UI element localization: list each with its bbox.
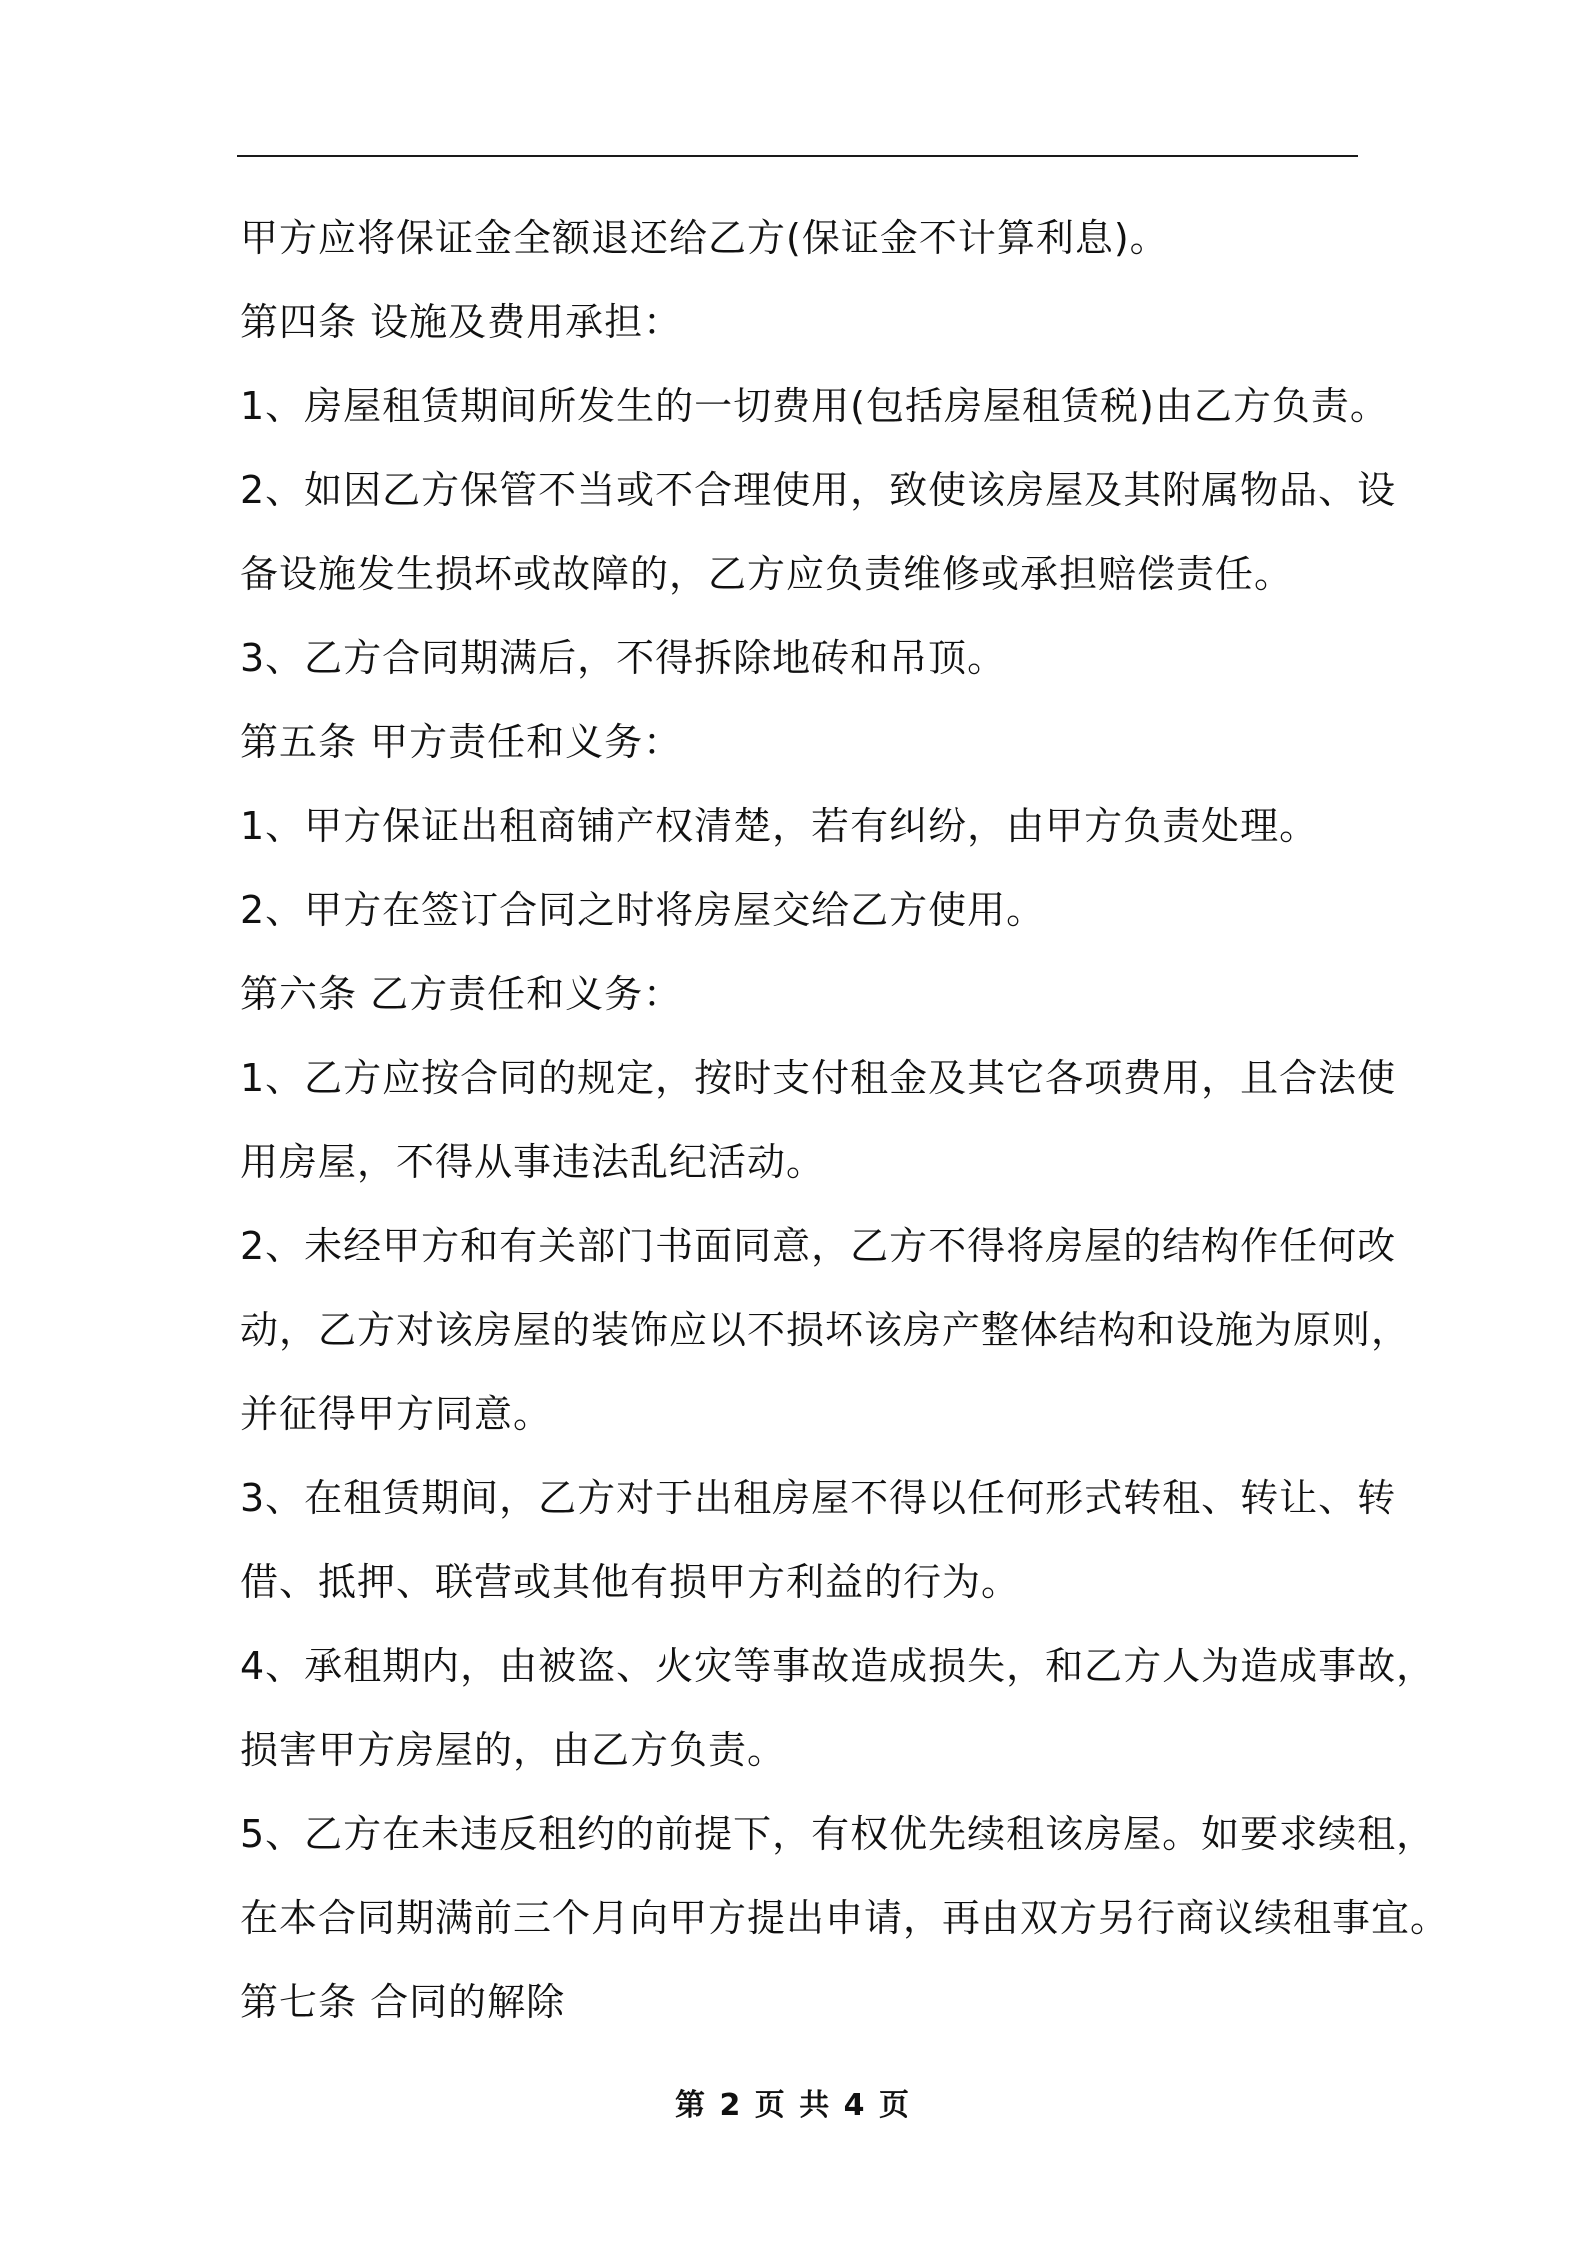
text-line: 并征得甲方同意。 xyxy=(240,1392,553,1436)
text-line: 动，乙方对该房屋的装饰应以不损坏该房产整体结构和设施为原则， xyxy=(240,1308,1411,1352)
document-body xyxy=(240,196,1450,2044)
text-line: 用房屋，不得从事违法乱纪活动。 xyxy=(240,1140,826,1184)
header-rule xyxy=(237,155,1358,157)
text-line: 甲方应将保证金全额退还给乙方(保证金不计算利息)。 xyxy=(240,216,1169,260)
text-line: 3、在租赁期间，乙方对于出租房屋不得以任何形式转租、转让、转 xyxy=(240,1476,1397,1520)
text-line: 1、甲方保证出租商铺产权清楚，若有纠纷，由甲方负责处理。 xyxy=(240,804,1319,848)
page-number-footer: 第 2 页 共 4 页 xyxy=(675,2088,911,2123)
text-line: 4、承租期内，由被盗、火灾等事故造成损失，和乙方人为造成事故， xyxy=(240,1644,1436,1688)
section-heading-4: 第四条 设施及费用承担： xyxy=(240,300,683,344)
text-line: 5、乙方在未违反租约的前提下，有权优先续租该房屋。如要求续租， xyxy=(240,1812,1436,1856)
text-line: 损害甲方房屋的，由乙方负责。 xyxy=(240,1728,787,1772)
text-line: 备设施发生损坏或故障的，乙方应负责维修或承担赔偿责任。 xyxy=(240,552,1294,596)
text-line: 1、乙方应按合同的规定，按时支付租金及其它各项费用，且合法使 xyxy=(240,1056,1397,1100)
text-line: 3、乙方合同期满后，不得拆除地砖和吊顶。 xyxy=(240,636,1007,680)
text-line: 借、抵押、联营或其他有损甲方利益的行为。 xyxy=(240,1560,1021,1604)
section-heading-6: 第六条 乙方责任和义务： xyxy=(240,972,683,1016)
section-heading-7: 第七条 合同的解除 xyxy=(240,1980,566,2024)
text-line: 在本合同期满前三个月向甲方提出申请，再由双方另行商议续租事宜。 xyxy=(240,1896,1450,1940)
text-line: 2、甲方在签订合同之时将房屋交给乙方使用。 xyxy=(240,888,1046,932)
text-line: 1、房屋租赁期间所发生的一切费用(包括房屋租赁税)由乙方负责。 xyxy=(240,384,1389,428)
text-line: 2、未经甲方和有关部门书面同意，乙方不得将房屋的结构作任何改 xyxy=(240,1224,1397,1268)
text-line: 2、如因乙方保管不当或不合理使用，致使该房屋及其附属物品、设 xyxy=(240,468,1397,512)
section-heading-5: 第五条 甲方责任和义务： xyxy=(240,720,683,764)
